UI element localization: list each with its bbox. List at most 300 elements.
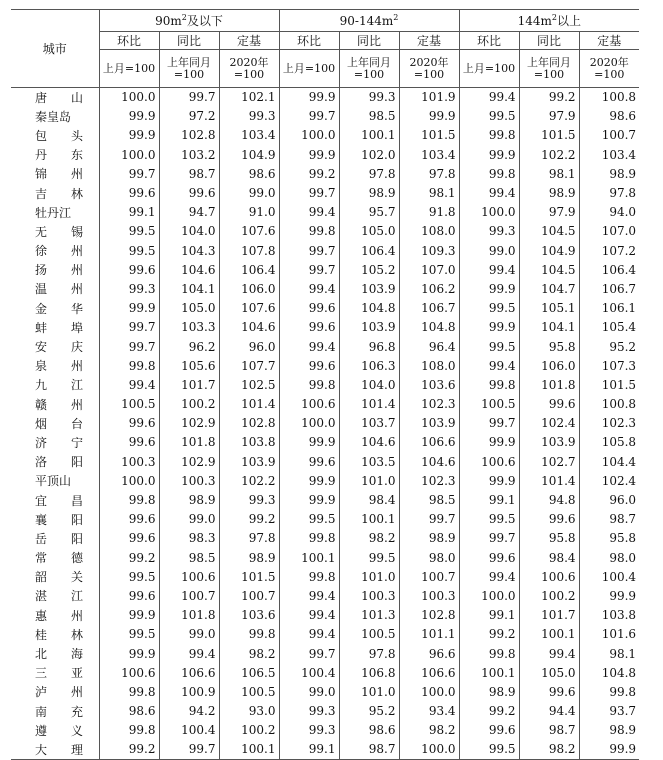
index-value: 99.2 bbox=[99, 740, 159, 759]
index-value: 99.7 bbox=[159, 88, 219, 107]
index-value: 99.9 bbox=[99, 126, 159, 145]
index-value: 96.0 bbox=[219, 337, 279, 356]
index-value: 98.9 bbox=[609, 166, 637, 181]
table-row bbox=[11, 241, 639, 260]
index-value: 98.1 bbox=[519, 164, 579, 183]
index-value: 99.9 bbox=[279, 145, 339, 164]
index-value: 102.3 bbox=[601, 416, 637, 431]
index-value: 101.5 bbox=[601, 377, 637, 392]
table-row bbox=[11, 145, 639, 164]
index-value: 101.4 bbox=[219, 395, 279, 414]
index-value: 100.7 bbox=[219, 586, 279, 605]
index-value: 105.4 bbox=[601, 320, 637, 335]
index-value: 99.4 bbox=[459, 260, 519, 279]
index-value: 99.9 bbox=[459, 145, 519, 164]
index-value: 99.5 bbox=[459, 299, 519, 318]
index-value: 105.0 bbox=[339, 222, 399, 241]
index-value: 103.8 bbox=[219, 433, 279, 452]
index-value: 99.9 bbox=[279, 490, 339, 509]
metric-header: 环比 bbox=[459, 32, 519, 50]
index-value: 98.2 bbox=[339, 529, 399, 548]
table-row bbox=[11, 529, 639, 548]
index-value: 99.8 bbox=[609, 684, 637, 699]
index-value: 99.8 bbox=[279, 222, 339, 241]
index-value: 99.4 bbox=[279, 203, 339, 222]
index-value: 103.8 bbox=[601, 608, 637, 623]
index-value: 102.9 bbox=[159, 452, 219, 471]
index-value: 104.0 bbox=[339, 375, 399, 394]
index-value: 98.5 bbox=[159, 548, 219, 567]
index-value: 103.3 bbox=[159, 318, 219, 337]
city-name: 金 华 bbox=[11, 299, 99, 318]
index-value: 103.9 bbox=[339, 279, 399, 298]
index-value: 101.0 bbox=[339, 682, 399, 701]
index-value: 95.8 bbox=[519, 529, 579, 548]
table-row bbox=[11, 395, 639, 414]
index-value: 99.6 bbox=[99, 260, 159, 279]
index-value: 102.2 bbox=[219, 471, 279, 490]
base-header: 上年同月 =100 bbox=[159, 50, 219, 88]
group-header-medium bbox=[279, 10, 459, 32]
index-value: 100.1 bbox=[219, 740, 279, 759]
index-value: 104.6 bbox=[159, 260, 219, 279]
index-value: 104.3 bbox=[159, 241, 219, 260]
index-value: 99.3 bbox=[459, 222, 519, 241]
index-value: 100.5 bbox=[99, 395, 159, 414]
index-value: 99.3 bbox=[99, 279, 159, 298]
index-value: 95.2 bbox=[339, 702, 399, 721]
index-value: 99.7 bbox=[99, 318, 159, 337]
index-value: 103.9 bbox=[399, 414, 459, 433]
index-value: 101.8 bbox=[519, 375, 579, 394]
index-value: 107.8 bbox=[219, 241, 279, 260]
city-name: 平顶山 bbox=[11, 471, 99, 490]
city-name: 牡丹江 bbox=[11, 203, 99, 222]
index-value: 100.6 bbox=[99, 663, 159, 682]
index-value: 100.9 bbox=[159, 682, 219, 701]
group-label-suffix: 以上 bbox=[556, 14, 581, 28]
table-row bbox=[11, 433, 639, 452]
index-value: 97.8 bbox=[399, 164, 459, 183]
index-value: 103.4 bbox=[399, 145, 459, 164]
index-value: 99.8 bbox=[99, 682, 159, 701]
index-value: 100.1 bbox=[279, 548, 339, 567]
index-value: 105.2 bbox=[339, 260, 399, 279]
index-value: 99.3 bbox=[219, 490, 279, 509]
index-value: 100.6 bbox=[519, 567, 579, 586]
index-value: 95.8 bbox=[609, 531, 637, 546]
index-value: 99.0 bbox=[159, 625, 219, 644]
city-name: 秦皇岛 bbox=[11, 107, 99, 126]
index-value: 102.4 bbox=[519, 414, 579, 433]
index-value: 102.2 bbox=[519, 145, 579, 164]
index-value: 105.0 bbox=[159, 299, 219, 318]
table-row bbox=[11, 107, 639, 126]
index-value: 99.2 bbox=[519, 88, 579, 107]
index-value: 99.6 bbox=[99, 433, 159, 452]
index-value: 97.8 bbox=[219, 529, 279, 548]
table-row bbox=[11, 740, 639, 759]
index-value: 99.4 bbox=[279, 625, 339, 644]
table-row bbox=[11, 606, 639, 625]
table-row bbox=[11, 490, 639, 509]
metric-header: 环比 bbox=[279, 32, 339, 50]
index-value: 99.6 bbox=[279, 299, 339, 318]
city-name: 南 充 bbox=[11, 702, 99, 721]
index-value: 100.2 bbox=[219, 721, 279, 740]
index-value: 108.0 bbox=[399, 222, 459, 241]
index-value: 102.0 bbox=[339, 145, 399, 164]
index-value: 98.1 bbox=[609, 646, 637, 661]
index-value: 99.1 bbox=[459, 606, 519, 625]
index-value: 107.0 bbox=[399, 260, 459, 279]
base-header: 上月=100 bbox=[279, 50, 339, 88]
index-value: 100.3 bbox=[99, 452, 159, 471]
index-value: 99.6 bbox=[99, 529, 159, 548]
index-value: 100.6 bbox=[279, 395, 339, 414]
index-value: 98.5 bbox=[339, 107, 399, 126]
index-value: 99.3 bbox=[279, 702, 339, 721]
index-value: 99.0 bbox=[219, 183, 279, 202]
index-value: 99.9 bbox=[279, 471, 339, 490]
group-superscript: 2 bbox=[393, 12, 399, 22]
index-value: 102.8 bbox=[159, 126, 219, 145]
table-row bbox=[11, 548, 639, 567]
city-name: 无 锡 bbox=[11, 222, 99, 241]
index-value: 107.0 bbox=[601, 224, 637, 239]
index-value: 99.7 bbox=[279, 644, 339, 663]
index-value: 104.6 bbox=[339, 433, 399, 452]
index-value: 93.0 bbox=[219, 702, 279, 721]
table-row bbox=[11, 682, 639, 701]
index-value: 107.6 bbox=[219, 299, 279, 318]
city-column-header: 城市 bbox=[11, 10, 99, 88]
index-value: 102.7 bbox=[519, 452, 579, 471]
index-value: 100.0 bbox=[399, 740, 459, 759]
index-value: 98.6 bbox=[339, 721, 399, 740]
index-value: 96.6 bbox=[399, 644, 459, 663]
city-name: 温 州 bbox=[11, 279, 99, 298]
index-value: 99.6 bbox=[99, 183, 159, 202]
index-value: 99.4 bbox=[279, 337, 339, 356]
city-name: 九 江 bbox=[11, 375, 99, 394]
index-value: 99.9 bbox=[99, 299, 159, 318]
index-value: 99.5 bbox=[459, 740, 519, 759]
index-value: 100.0 bbox=[99, 88, 159, 107]
index-value: 99.0 bbox=[279, 682, 339, 701]
index-value: 101.7 bbox=[519, 606, 579, 625]
index-value: 98.6 bbox=[219, 164, 279, 183]
index-value: 94.0 bbox=[609, 205, 637, 220]
index-value: 99.5 bbox=[279, 510, 339, 529]
group-superscript: 2 bbox=[551, 13, 557, 22]
table-row bbox=[11, 452, 639, 471]
table-row bbox=[11, 663, 639, 682]
index-value: 99.6 bbox=[459, 721, 519, 740]
index-value: 104.7 bbox=[519, 279, 579, 298]
index-value: 107.3 bbox=[601, 358, 637, 373]
index-value: 106.0 bbox=[219, 279, 279, 298]
index-value: 99.5 bbox=[339, 548, 399, 567]
table-row bbox=[11, 126, 639, 145]
metric-header: 同比 bbox=[519, 32, 579, 50]
index-value: 99.4 bbox=[459, 567, 519, 586]
index-value: 98.2 bbox=[519, 740, 579, 759]
price-index-table-container bbox=[11, 9, 639, 760]
index-value: 99.6 bbox=[519, 395, 579, 414]
index-value: 106.4 bbox=[219, 260, 279, 279]
index-value: 99.8 bbox=[459, 375, 519, 394]
index-value: 104.0 bbox=[159, 222, 219, 241]
header-row-size-groups bbox=[11, 10, 639, 32]
index-value: 104.1 bbox=[159, 279, 219, 298]
index-value: 101.5 bbox=[399, 126, 459, 145]
index-value: 99.6 bbox=[279, 318, 339, 337]
table-row bbox=[11, 375, 639, 394]
index-value: 99.5 bbox=[459, 510, 519, 529]
index-value: 106.7 bbox=[399, 299, 459, 318]
index-value: 98.7 bbox=[609, 512, 637, 527]
index-value: 99.4 bbox=[279, 586, 339, 605]
index-value: 103.9 bbox=[219, 452, 279, 471]
index-value: 100.5 bbox=[219, 682, 279, 701]
index-value: 100.7 bbox=[399, 567, 459, 586]
index-value: 94.7 bbox=[159, 203, 219, 222]
index-value: 100.0 bbox=[279, 414, 339, 433]
index-value: 105.6 bbox=[159, 356, 219, 375]
index-value: 99.4 bbox=[459, 88, 519, 107]
index-value: 94.8 bbox=[519, 490, 579, 509]
index-value: 100.1 bbox=[519, 625, 579, 644]
index-value: 99.0 bbox=[459, 241, 519, 260]
table-row bbox=[11, 337, 639, 356]
city-name: 丹 东 bbox=[11, 145, 99, 164]
index-value: 99.6 bbox=[99, 510, 159, 529]
index-value: 97.2 bbox=[159, 107, 219, 126]
index-value: 98.2 bbox=[399, 721, 459, 740]
city-name: 锦 州 bbox=[11, 164, 99, 183]
index-value: 99.7 bbox=[279, 241, 339, 260]
index-value: 104.8 bbox=[601, 665, 637, 680]
index-value: 98.6 bbox=[609, 109, 637, 124]
group-header-small bbox=[99, 10, 279, 32]
table-row bbox=[11, 203, 639, 222]
base-header: 上月=100 bbox=[99, 50, 159, 88]
index-value: 107.7 bbox=[219, 356, 279, 375]
index-value: 100.2 bbox=[159, 395, 219, 414]
index-value: 101.3 bbox=[339, 606, 399, 625]
index-value: 99.7 bbox=[279, 260, 339, 279]
index-value: 100.1 bbox=[339, 126, 399, 145]
city-name: 唐 山 bbox=[11, 88, 99, 107]
city-name: 扬 州 bbox=[11, 260, 99, 279]
index-value: 100.3 bbox=[339, 586, 399, 605]
index-value: 105.1 bbox=[519, 299, 579, 318]
city-name: 北 海 bbox=[11, 644, 99, 663]
index-value: 100.0 bbox=[99, 471, 159, 490]
index-value: 96.2 bbox=[159, 337, 219, 356]
index-value: 98.9 bbox=[219, 548, 279, 567]
index-value: 98.9 bbox=[519, 183, 579, 202]
base-header: 上月=100 bbox=[459, 50, 519, 88]
city-name: 常 德 bbox=[11, 548, 99, 567]
index-value: 100.1 bbox=[459, 663, 519, 682]
index-value: 99.5 bbox=[99, 625, 159, 644]
index-value: 103.9 bbox=[339, 318, 399, 337]
index-value: 99.9 bbox=[99, 644, 159, 663]
table-row bbox=[11, 567, 639, 586]
index-value: 98.9 bbox=[339, 183, 399, 202]
index-value: 101.4 bbox=[339, 395, 399, 414]
group-header-large bbox=[459, 10, 639, 32]
index-value: 104.5 bbox=[519, 260, 579, 279]
city-name: 蚌 埠 bbox=[11, 318, 99, 337]
index-value: 99.6 bbox=[519, 510, 579, 529]
index-value: 103.5 bbox=[339, 452, 399, 471]
index-value: 99.5 bbox=[99, 222, 159, 241]
index-value: 95.8 bbox=[519, 337, 579, 356]
index-value: 99.7 bbox=[459, 529, 519, 548]
city-name: 泉 州 bbox=[11, 356, 99, 375]
index-value: 99.7 bbox=[399, 510, 459, 529]
index-value: 95.2 bbox=[609, 339, 637, 354]
index-value: 101.1 bbox=[399, 625, 459, 644]
index-value: 101.4 bbox=[519, 471, 579, 490]
index-value: 108.0 bbox=[399, 356, 459, 375]
index-value: 106.4 bbox=[601, 262, 637, 277]
table-row bbox=[11, 164, 639, 183]
index-value: 106.6 bbox=[399, 663, 459, 682]
index-value: 100.0 bbox=[459, 203, 519, 222]
index-value: 103.7 bbox=[339, 414, 399, 433]
metric-header: 环比 bbox=[99, 32, 159, 50]
index-value: 101.9 bbox=[399, 88, 459, 107]
index-value: 100.0 bbox=[99, 145, 159, 164]
index-value: 106.1 bbox=[601, 301, 637, 316]
city-name: 安 庆 bbox=[11, 337, 99, 356]
city-name: 包 头 bbox=[11, 126, 99, 145]
city-name: 洛 阳 bbox=[11, 452, 99, 471]
index-value: 99.9 bbox=[279, 433, 339, 452]
city-name: 三 亚 bbox=[11, 663, 99, 682]
index-value: 91.8 bbox=[399, 203, 459, 222]
table-row bbox=[11, 318, 639, 337]
index-value: 103.4 bbox=[219, 126, 279, 145]
index-value: 100.0 bbox=[459, 586, 519, 605]
index-value: 101.7 bbox=[159, 375, 219, 394]
index-value: 103.2 bbox=[159, 145, 219, 164]
index-value: 99.4 bbox=[99, 375, 159, 394]
index-value: 93.4 bbox=[399, 702, 459, 721]
group-label: 144m bbox=[517, 14, 552, 28]
index-value: 106.6 bbox=[159, 663, 219, 682]
index-value: 94.2 bbox=[159, 702, 219, 721]
index-value: 98.6 bbox=[99, 702, 159, 721]
table-row bbox=[11, 260, 639, 279]
index-value: 96.4 bbox=[399, 337, 459, 356]
index-value: 103.9 bbox=[519, 433, 579, 452]
index-value: 94.4 bbox=[519, 702, 579, 721]
index-value: 100.3 bbox=[159, 471, 219, 490]
city-name: 赣 州 bbox=[11, 395, 99, 414]
table-row bbox=[11, 222, 639, 241]
table-header bbox=[11, 10, 639, 88]
index-value: 101.8 bbox=[159, 606, 219, 625]
index-value: 106.3 bbox=[339, 356, 399, 375]
index-value: 99.6 bbox=[99, 586, 159, 605]
table-row bbox=[11, 510, 639, 529]
index-value: 100.4 bbox=[159, 721, 219, 740]
index-value: 106.8 bbox=[339, 663, 399, 682]
index-value: 99.6 bbox=[459, 548, 519, 567]
index-value: 98.4 bbox=[519, 548, 579, 567]
index-value: 100.3 bbox=[399, 586, 459, 605]
city-name: 大 理 bbox=[11, 740, 99, 759]
index-value: 96.8 bbox=[339, 337, 399, 356]
index-value: 102.8 bbox=[399, 606, 459, 625]
index-value: 98.7 bbox=[159, 164, 219, 183]
index-value: 99.8 bbox=[99, 721, 159, 740]
index-value: 99.5 bbox=[99, 241, 159, 260]
index-value: 99.6 bbox=[99, 414, 159, 433]
table-row bbox=[11, 88, 639, 107]
index-value: 104.4 bbox=[601, 454, 637, 469]
index-value: 100.0 bbox=[279, 126, 339, 145]
index-value: 99.6 bbox=[159, 183, 219, 202]
index-value: 101.8 bbox=[159, 433, 219, 452]
index-value: 99.4 bbox=[459, 356, 519, 375]
index-value: 99.9 bbox=[99, 606, 159, 625]
index-value: 106.5 bbox=[219, 663, 279, 682]
index-value: 97.9 bbox=[519, 107, 579, 126]
index-value: 98.2 bbox=[219, 644, 279, 663]
index-value: 102.5 bbox=[219, 375, 279, 394]
index-value: 98.9 bbox=[399, 529, 459, 548]
base-header: 上年同月 =100 bbox=[519, 50, 579, 88]
group-superscript: 2 bbox=[181, 13, 187, 22]
city-name: 湛 江 bbox=[11, 586, 99, 605]
index-value: 99.8 bbox=[459, 126, 519, 145]
index-value: 103.6 bbox=[399, 375, 459, 394]
city-name: 惠 州 bbox=[11, 606, 99, 625]
city-name: 襄 阳 bbox=[11, 510, 99, 529]
index-value: 99.7 bbox=[99, 164, 159, 183]
metric-header: 定基 bbox=[579, 32, 639, 50]
index-value: 100.4 bbox=[279, 663, 339, 682]
index-value: 100.6 bbox=[159, 567, 219, 586]
index-value: 105.8 bbox=[601, 435, 637, 450]
group-label-suffix: 及以下 bbox=[186, 14, 223, 28]
index-value: 99.2 bbox=[459, 702, 519, 721]
index-value: 100.2 bbox=[519, 586, 579, 605]
index-value: 106.2 bbox=[399, 279, 459, 298]
index-value: 100.7 bbox=[159, 586, 219, 605]
index-value: 99.7 bbox=[279, 107, 339, 126]
index-value: 99.7 bbox=[159, 740, 219, 759]
index-value: 99.4 bbox=[159, 644, 219, 663]
base-header: 2020年 =100 bbox=[219, 50, 279, 88]
index-value: 100.8 bbox=[601, 397, 637, 412]
base-header: 2020年 =100 bbox=[399, 50, 459, 88]
index-value: 98.9 bbox=[459, 682, 519, 701]
index-value: 99.3 bbox=[279, 721, 339, 740]
index-value: 99.4 bbox=[519, 644, 579, 663]
index-value: 99.8 bbox=[99, 490, 159, 509]
index-value: 101.5 bbox=[219, 567, 279, 586]
index-value: 101.0 bbox=[339, 567, 399, 586]
index-value: 98.0 bbox=[609, 550, 637, 565]
index-value: 106.0 bbox=[519, 356, 579, 375]
